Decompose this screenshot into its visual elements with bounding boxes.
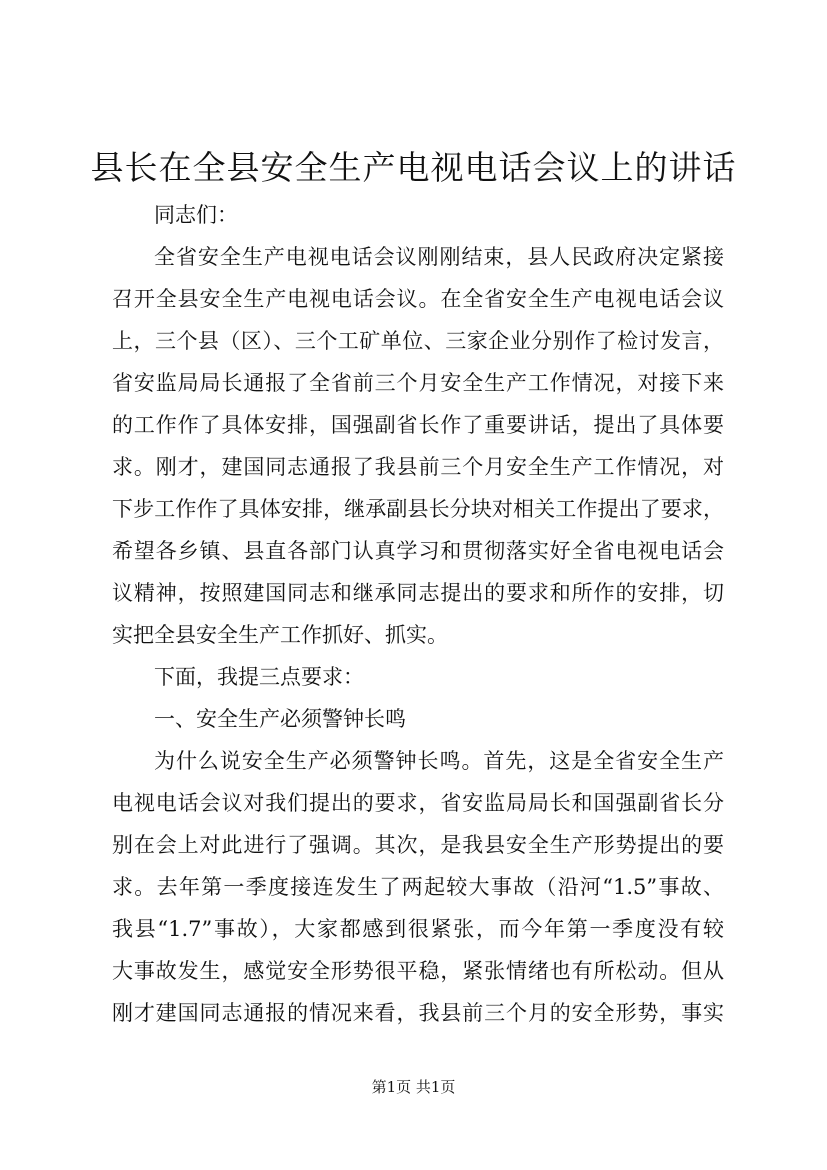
body-line: 下步工作作了具体安排，继承副县长分块对相关工作提出了要求， — [112, 497, 724, 521]
body-line: 为什么说安全生产必须警钟长鸣。首先，这是全省安全生产 — [154, 749, 724, 773]
document-title: 县长在全县安全生产电视电话会议上的讲话 — [90, 148, 737, 187]
body-line: 上，三个县（区）、三个工矿单位、三家企业分别作了检讨发言， — [112, 329, 724, 353]
body-line: 一、安全生产必须警钟长鸣 — [154, 707, 406, 731]
body-line: 求。去年第一季度接连发生了两起较大事故（沿河“1.5”事故、 — [112, 875, 724, 899]
body-line: 的工作作了具体安排，国强副省长作了重要讲话，提出了具体要 — [112, 413, 724, 437]
body-line: 省安监局局长通报了全省前三个月安全生产工作情况，对接下来 — [112, 371, 724, 395]
body-line: 同志们： — [154, 203, 238, 227]
body-line: 大事故发生，感觉安全形势很平稳，紧张情绪也有所松动。但从 — [112, 959, 724, 983]
body-line: 求。刚才，建国同志通报了我县前三个月安全生产工作情况，对 — [112, 455, 724, 479]
page-footer: 第1页 共1页 — [371, 1078, 456, 1096]
body-line: 下面，我提三点要求： — [154, 665, 364, 689]
body-line: 我县“1.7”事故），大家都感到很紧张，而今年第一季度没有较 — [112, 917, 724, 941]
body-line: 召开全县安全生产电视电话会议。在全省安全生产电视电话会议 — [112, 287, 724, 311]
body-line: 希望各乡镇、县直各部门认真学习和贯彻落实好全省电视电话会 — [112, 539, 724, 563]
body-line: 电视电话会议对我们提出的要求，省安监局局长和国强副省长分 — [112, 791, 724, 815]
body-line: 别在会上对此进行了强调。其次，是我县安全生产形势提出的要 — [112, 833, 724, 857]
body-line: 实把全县安全生产工作抓好、抓实。 — [112, 623, 448, 647]
body-line: 全省安全生产电视电话会议刚刚结束，县人民政府决定紧接 — [154, 245, 724, 269]
body-line: 议精神，按照建国同志和继承同志提出的要求和所作的安排，切 — [112, 581, 724, 605]
body-line: 刚才建国同志通报的情况来看，我县前三个月的安全形势，事实 — [112, 1001, 724, 1025]
document-body — [112, 194, 724, 1034]
